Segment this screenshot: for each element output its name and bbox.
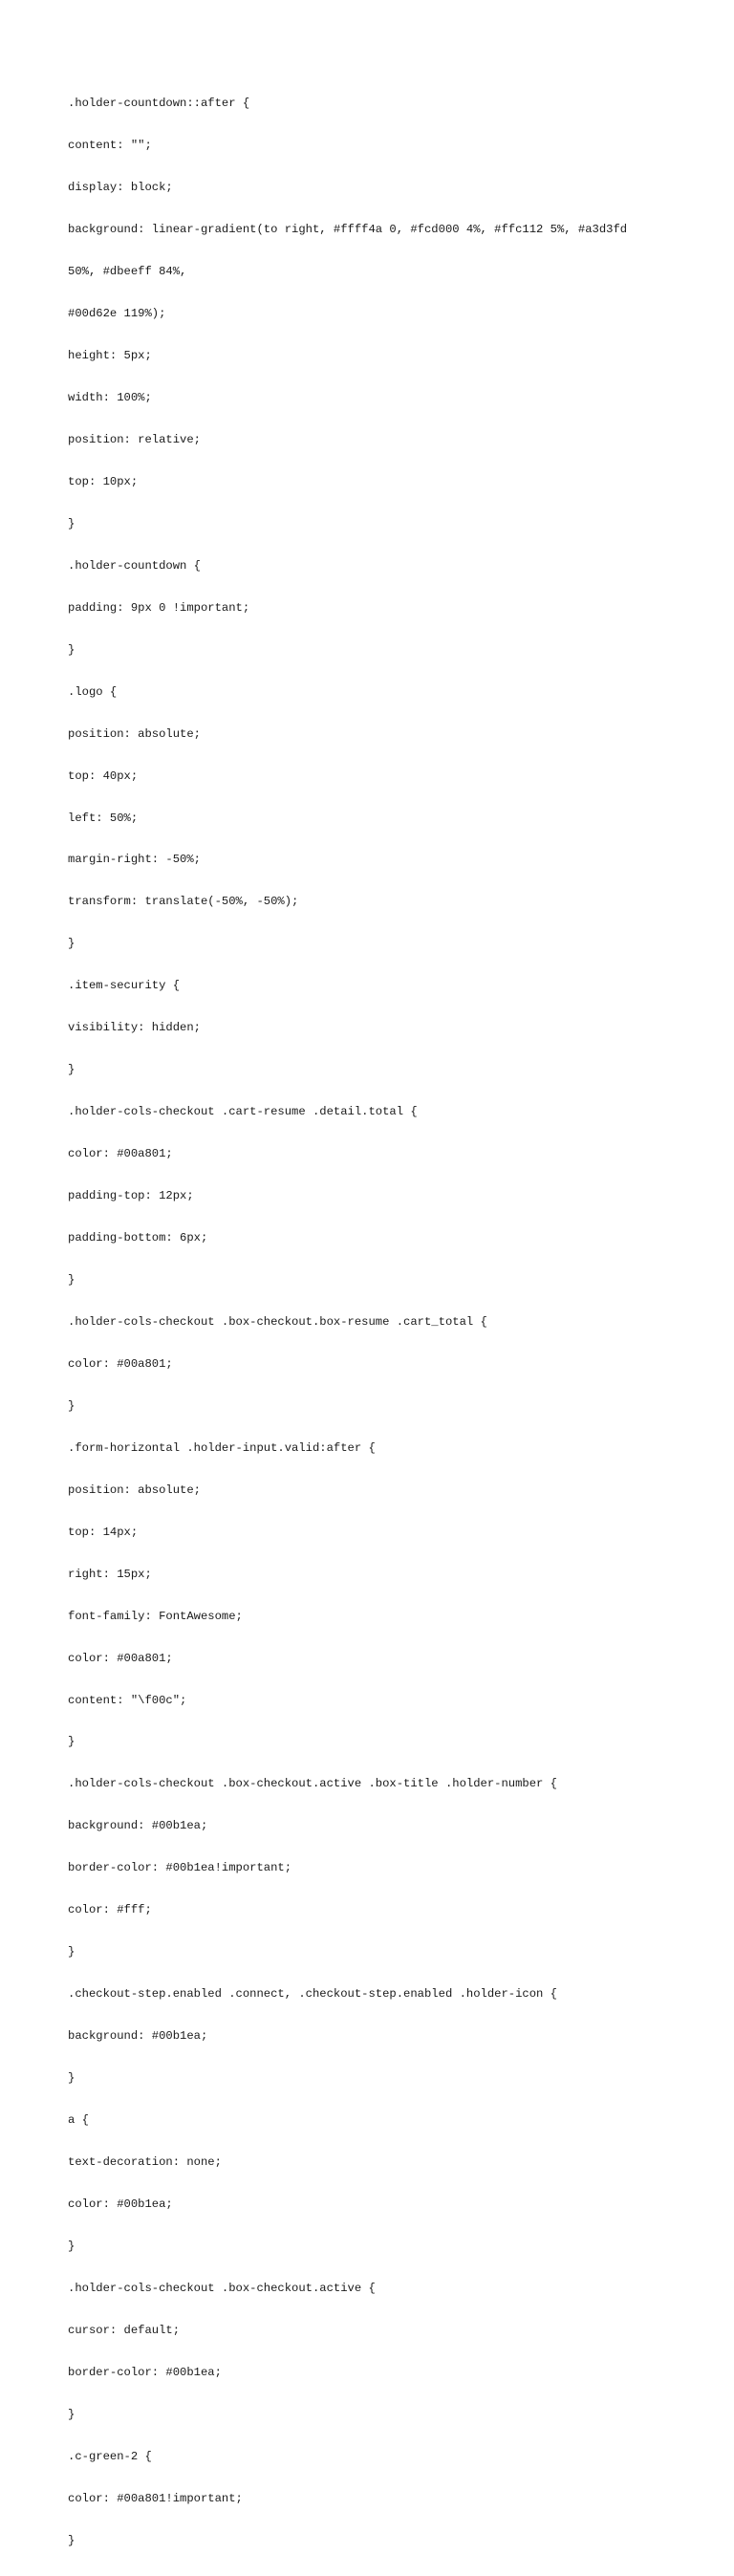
- code-line: }: [68, 1945, 76, 1959]
- code-line: content: "\f00c";: [68, 1693, 187, 1707]
- code-line: .holder-countdown {: [68, 558, 201, 573]
- code-line: right: 15px;: [68, 1567, 152, 1581]
- code-line: }: [68, 1063, 76, 1077]
- code-line: }: [68, 1398, 76, 1413]
- code-line: display: block;: [68, 181, 173, 195]
- code-line: }: [68, 516, 76, 530]
- code-line: #00d62e 119%);: [68, 307, 166, 321]
- code-line: .holder-cols-checkout .cart-resume .detail.total {: [68, 1105, 418, 1119]
- code-line: .c-green-2 {: [68, 2449, 152, 2463]
- code-line: .holder-cols-checkout .box-checkout.active .box-title .holder-number {: [68, 1777, 557, 1791]
- code-line: color: #00a801;: [68, 1651, 173, 1665]
- code-line: position: absolute;: [68, 726, 201, 741]
- code-line: a {: [68, 2113, 89, 2128]
- code-line: padding: 9px 0 !important;: [68, 600, 250, 615]
- code-line: }: [68, 1273, 76, 1287]
- code-line: color: #00a801!important;: [68, 2491, 243, 2505]
- code-line: color: #00a801;: [68, 1147, 173, 1161]
- code-line: text-decoration: none;: [68, 2155, 222, 2170]
- code-line: padding-top: 12px;: [68, 1189, 194, 1203]
- code-line: top: 14px;: [68, 1525, 139, 1539]
- code-line: content: "";: [68, 139, 152, 153]
- code-line: }: [68, 2407, 76, 2421]
- css-code-block: [68, 69, 718, 2576]
- code-line: color: #00a801;: [68, 1356, 173, 1371]
- code-line: .form-horizontal .holder-input.valid:after {: [68, 1440, 376, 1455]
- code-line: font-family: FontAwesome;: [68, 1609, 243, 1623]
- code-line: }: [68, 642, 76, 657]
- code-line: 50%, #dbeeff 84%,: [68, 265, 187, 279]
- code-line: cursor: default;: [68, 2323, 181, 2337]
- code-line: }: [68, 1735, 76, 1749]
- code-line: }: [68, 2239, 76, 2253]
- code-line: position: absolute;: [68, 1483, 201, 1497]
- code-line: width: 100%;: [68, 390, 152, 404]
- code-line: background: #00b1ea;: [68, 2029, 208, 2044]
- code-line: color: #00b1ea;: [68, 2197, 173, 2211]
- code-line: .checkout-step.enabled .connect, .checkout-step.enabled .holder-icon {: [68, 1987, 557, 2002]
- code-line: position: relative;: [68, 432, 201, 446]
- code-line: margin-right: -50%;: [68, 853, 201, 867]
- code-line: top: 10px;: [68, 474, 139, 488]
- code-line: transform: translate(-50%, -50%);: [68, 895, 299, 909]
- code-line: .item-security {: [68, 979, 181, 993]
- code-line: border-color: #00b1ea;: [68, 2365, 222, 2379]
- code-line: visibility: hidden;: [68, 1021, 201, 1035]
- code-line: background: #00b1ea;: [68, 1819, 208, 1833]
- code-line: .holder-cols-checkout .box-checkout.box-resume .cart_total {: [68, 1314, 487, 1329]
- code-line: border-color: #00b1ea!important;: [68, 1861, 292, 1875]
- code-line: padding-bottom: 6px;: [68, 1231, 208, 1245]
- code-line: .holder-cols-checkout .box-checkout.active {: [68, 2281, 376, 2295]
- code-line: }: [68, 937, 76, 951]
- code-line: color: #fff;: [68, 1903, 152, 1917]
- code-line: left: 50%;: [68, 811, 139, 825]
- code-line: }: [68, 2533, 76, 2547]
- code-line: background: linear-gradient(to right, #ffff4a 0, #fcd000 4%, #ffc112 5%, #a3d3fd: [68, 223, 628, 237]
- code-line: .holder-countdown::after {: [68, 97, 250, 111]
- code-line: height: 5px;: [68, 349, 152, 363]
- code-line: .logo {: [68, 684, 118, 699]
- code-line: top: 40px;: [68, 768, 139, 783]
- code-line: }: [68, 2071, 76, 2086]
